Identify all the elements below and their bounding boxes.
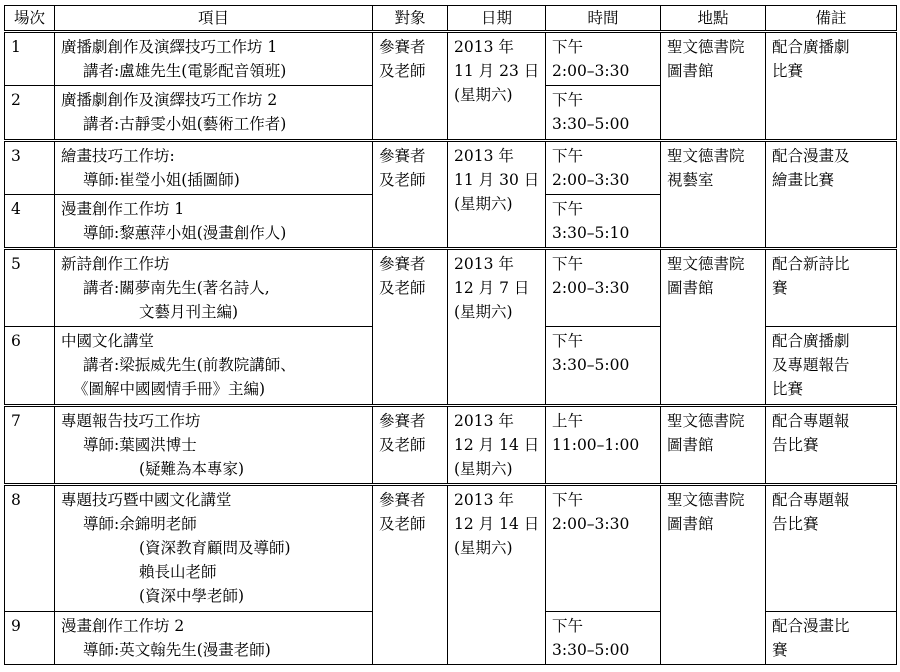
item-speaker: 講者:梁振威先生(前教院講師、 (83, 356, 296, 375)
item-title: 廣播劇創作及演繹技巧工作坊 2 (61, 91, 278, 110)
header-row (5, 6, 897, 32)
remarks-cell: 配合專題報 告比賽 (766, 405, 897, 484)
time-cell: 下午 3:30–5:10 (546, 194, 661, 248)
item-cell (55, 194, 373, 248)
item-title: 專題報告技巧工作坊 (61, 411, 201, 430)
session-number: 3 (5, 140, 55, 194)
item-cell (55, 611, 373, 664)
item-speaker: 講者:古靜雯小姐(藝術工作者) (83, 115, 287, 134)
item-speaker-detail: 文藝月刊主編) (139, 303, 239, 321)
time-cell: 下午 3:30–5:00 (546, 611, 661, 664)
session-number: 1 (5, 32, 55, 86)
audience-cell: 參賽者 及老師 (373, 140, 448, 249)
time-cell: 下午 3:30–5:00 (546, 86, 661, 140)
remarks-cell: 配合專題報 告比賽 (766, 485, 897, 612)
remarks-cell: 配合漫畫比 賽 (766, 611, 897, 664)
date-cell: 2013 年 11 月 23 日 (星期六) (448, 32, 546, 141)
audience-cell: 參賽者 及老師 (373, 405, 448, 484)
item-speaker-detail: 《圖解中國國情手冊》主編) (73, 380, 266, 399)
audience-cell: 參賽者 及老師 (373, 485, 448, 665)
item-cell (55, 86, 373, 140)
remarks-cell: 配合漫畫及 繪畫比賽 (766, 140, 897, 249)
session-number: 7 (5, 405, 55, 484)
session-number: 4 (5, 194, 55, 248)
item-title: 專題技巧暨中國文化講堂 (61, 491, 232, 510)
item-title: 新詩創作工作坊 (61, 255, 170, 273)
table-row (5, 485, 897, 612)
table-row (5, 249, 897, 327)
header-audience: 對象 (373, 6, 448, 32)
item-speaker-detail: (資深中學老師) (139, 587, 245, 606)
item-speaker: 導師:黎蕙萍小姐(漫畫創作人) (83, 223, 287, 242)
remarks-cell: 配合廣播劇 比賽 (766, 32, 897, 141)
session-number: 5 (5, 249, 55, 327)
item-cell (55, 249, 373, 327)
table-row (5, 32, 897, 86)
venue-cell: 聖文德書院 視藝室 (661, 140, 766, 249)
item-title: 中國文化講堂 (61, 332, 155, 351)
item-speaker: 導師:英文翰先生(漫畫老師) (83, 640, 271, 659)
item-speaker-detail: (資深教育顧問及導師) (139, 539, 291, 558)
item-speaker-second: 賴長山老師 (139, 563, 217, 582)
item-speaker-detail: (疑難為本專家) (139, 459, 245, 478)
time-cell: 下午 2:00–3:30 (546, 485, 661, 612)
item-speaker: 導師:葉國洪博士 (83, 435, 197, 454)
item-title: 繪畫技巧工作坊: (61, 146, 175, 165)
header-date: 日期 (448, 6, 546, 32)
item-title: 廣播劇創作及演繹技巧工作坊 1 (61, 38, 278, 56)
time-cell: 下午 3:30–5:00 (546, 327, 661, 405)
session-number: 2 (5, 86, 55, 140)
venue-cell: 聖文德書院 圖書館 (661, 32, 766, 141)
item-cell (55, 405, 373, 484)
remarks-cell: 配合廣播劇 及專題報告 比賽 (766, 327, 897, 405)
item-cell (55, 32, 373, 86)
date-cell: 2013 年 12 月 14 日 (星期六) (448, 485, 546, 665)
schedule-table (4, 5, 897, 665)
item-speaker: 導師:余錦明老師 (83, 515, 197, 534)
session-number: 6 (5, 327, 55, 405)
audience-cell: 參賽者 及老師 (373, 32, 448, 141)
time-cell: 下午 2:00–3:30 (546, 140, 661, 194)
venue-cell: 聖文德書院 圖書館 (661, 249, 766, 406)
audience-cell: 參賽者 及老師 (373, 249, 448, 406)
header-session: 場次 (5, 6, 55, 32)
item-cell (55, 140, 373, 194)
remarks-cell: 配合新詩比 賽 (766, 249, 897, 327)
session-number: 9 (5, 611, 55, 664)
time-cell: 下午 2:00–3:30 (546, 32, 661, 86)
time-cell: 上午 11:00–1:00 (546, 405, 661, 484)
item-speaker: 導師:崔瑩小姐(插圖師) (83, 170, 240, 189)
item-title: 漫畫創作工作坊 1 (61, 199, 185, 218)
item-speaker: 講者:關夢南先生(著名詩人, (83, 279, 270, 297)
table-row (5, 405, 897, 484)
table-row (5, 140, 897, 194)
venue-cell: 聖文德書院 圖書館 (661, 485, 766, 665)
venue-cell: 聖文德書院 圖書館 (661, 405, 766, 484)
item-speaker: 講者:盧雄先生(電影配音領班) (83, 62, 287, 80)
date-cell: 2013 年 12 月 7 日 (星期六) (448, 249, 546, 406)
header-time: 時間 (546, 6, 661, 32)
item-title: 漫畫創作工作坊 2 (61, 616, 185, 635)
time-cell: 下午 2:00–3:30 (546, 249, 661, 327)
header-venue: 地點 (661, 6, 766, 32)
date-cell: 2013 年 11 月 30 日 (星期六) (448, 140, 546, 249)
header-remarks: 備註 (766, 6, 897, 32)
session-number: 8 (5, 485, 55, 612)
date-cell: 2013 年 12 月 14 日 (星期六) (448, 405, 546, 484)
item-cell (55, 327, 373, 405)
item-cell (55, 485, 373, 612)
header-item: 項目 (55, 6, 373, 32)
